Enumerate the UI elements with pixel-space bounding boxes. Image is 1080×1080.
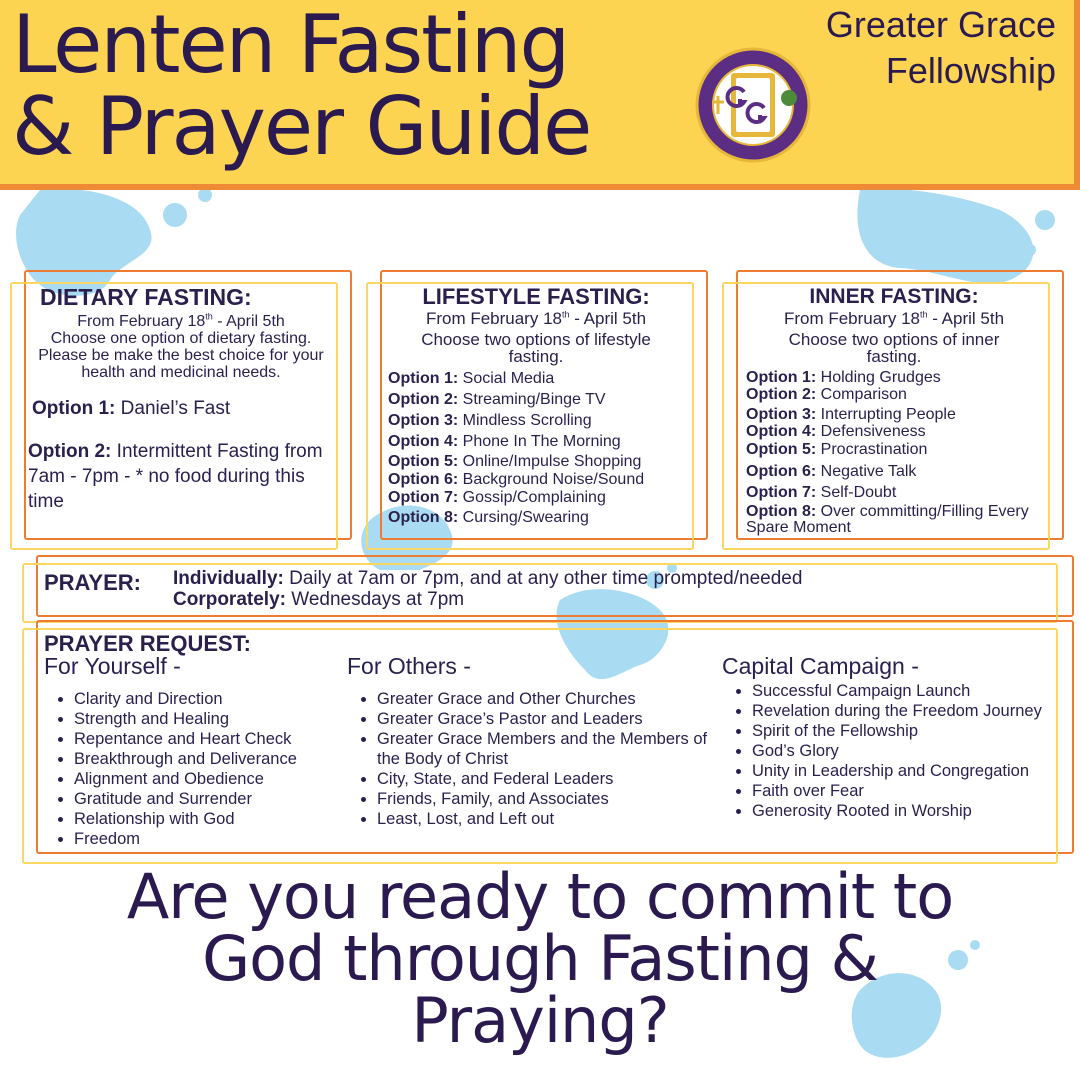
inner-option-6: Option 6: Negative Talk: [746, 463, 917, 480]
lifestyle-instructions: Choose two options of lifestyle fasting.: [421, 330, 651, 366]
list-item: • Greater Grace’s Pastor and Leaders: [377, 709, 722, 729]
lifestyle-heading: LIFESTYLE FASTING:: [422, 284, 650, 309]
page-title: [12, 0, 591, 173]
list-item: • Generosity Rooted in Worship: [752, 801, 1062, 821]
prayer-details: [173, 568, 802, 610]
list-item: • Freedom: [74, 829, 344, 849]
title-line-2: & Prayer Guide: [12, 80, 591, 173]
list-item: • Successful Campaign Launch: [752, 681, 1062, 701]
title-line-1: Lenten Fasting: [12, 0, 569, 91]
list-item: • Friends, Family, and Associates: [377, 789, 722, 809]
request-list-capital-campaign: [722, 681, 1062, 821]
list-item: • Faith over Fear: [752, 781, 1062, 801]
lifestyle-dates: From February 18th - April 5th: [425, 309, 647, 328]
prayer-request-section: [44, 631, 1064, 851]
inner-option-7: Option 7: Self-Doubt: [746, 484, 897, 501]
request-group-capital-campaign: [722, 653, 1062, 821]
lifestyle-option-5: Option 5: Online/Impulse Shopping: [388, 453, 642, 470]
dietary-option-2: Option 2: Intermittent Fasting from 7am - 7pm - * no food during this time: [28, 441, 323, 512]
list-item: • God’s Glory: [752, 741, 1062, 761]
church-logo: [694, 46, 812, 164]
church-name-line-2: Fellowship: [885, 50, 1056, 91]
list-item: • Spirit of the Fellowship: [752, 721, 1062, 741]
list-item: • Relationship with God: [74, 809, 344, 829]
request-list-others: [347, 689, 722, 829]
lifestyle-option-2: Option 2: Streaming/Binge TV: [388, 391, 606, 408]
call-to-action-question: [40, 860, 1040, 1057]
inner-option-1: Option 1: Holding Grudges: [746, 369, 941, 386]
prayer-corporately: Corporately: Wednesdays at 7pm: [173, 589, 465, 610]
lifestyle-option-3: Option 3: Mindless Scrolling: [388, 412, 592, 429]
inner-heading: INNER FASTING:: [809, 285, 979, 308]
request-group-others-title: For Others -: [347, 653, 471, 679]
cta-line-3: Praying?: [411, 984, 669, 1057]
header-banner: [0, 0, 1080, 190]
list-item: • Greater Grace Members and the Members of the Body of Christ: [377, 729, 722, 769]
dietary-fasting-section: [28, 286, 334, 514]
church-name: [826, 2, 1056, 94]
lifestyle-option-1: Option 1: Social Media: [388, 370, 555, 387]
inner-option-2: Option 2: Comparison: [746, 386, 907, 403]
lifestyle-options-list: [386, 369, 686, 528]
inner-option-4: Option 4: Defensiveness: [746, 423, 926, 440]
dietary-dates: From February 18th - April 5th: [77, 311, 285, 330]
request-group-capital-campaign-title: Capital Campaign -: [722, 653, 919, 679]
lifestyle-option-6: Option 6: Background Noise/Sound: [388, 471, 645, 488]
list-item: • Breakthrough and Deliverance: [74, 749, 344, 769]
list-item: • Revelation during the Freedom Journey: [752, 701, 1062, 721]
request-list-yourself: [44, 689, 344, 849]
inner-option-5: Option 5: Procrastination: [746, 441, 928, 458]
cta-line-1: Are you ready to commit to: [126, 860, 954, 933]
lifestyle-option-8: Option 8: Cursing/Swearing: [388, 509, 589, 526]
prayer-heading: PRAYER:: [44, 570, 141, 595]
list-item: • Gratitude and Surrender: [74, 789, 344, 809]
list-item: • Greater Grace and Other Churches: [377, 689, 722, 709]
list-item: • Least, Lost, and Left out: [377, 809, 722, 829]
dietary-option-1: Option 1: Daniel’s Fast: [32, 398, 231, 419]
inner-instructions: Choose two options of inner fasting.: [788, 330, 1000, 366]
dietary-heading: DIETARY FASTING:: [40, 284, 252, 310]
header-right-border: [1074, 0, 1080, 184]
lifestyle-fasting-section: [386, 286, 686, 528]
inner-dates: From February 18th - April 5th: [783, 309, 1005, 328]
dietary-instructions: Choose one option of dietary fasting. Please be make the best choice for your health and medicinal needs.: [38, 330, 324, 381]
inner-options-list: [744, 369, 1044, 536]
request-group-yourself-title: For Yourself -: [44, 653, 181, 679]
lifestyle-option-4: Option 4: Phone In The Morning: [388, 433, 621, 450]
list-item: • City, State, and Federal Leaders: [377, 769, 722, 789]
list-item: • Unity in Leadership and Congregation: [752, 761, 1062, 781]
cta-line-2: God through Fasting &: [202, 922, 878, 995]
list-item: • Strength and Healing: [74, 709, 344, 729]
prayer-individually: Individually: Daily at 7am or 7pm, and at any other time prompted/needed: [173, 568, 803, 589]
request-group-yourself: [44, 653, 344, 849]
list-item: • Alignment and Obedience: [74, 769, 344, 789]
inner-fasting-section: [744, 286, 1044, 536]
church-name-line-1: Greater Grace: [825, 4, 1056, 45]
prayer-request-heading: PRAYER REQUEST:: [44, 631, 252, 656]
request-group-others: [347, 653, 727, 829]
list-item: • Clarity and Direction: [74, 689, 344, 709]
inner-option-8: Option 8: Over committing/Filling Every Spare Moment: [746, 503, 1029, 536]
list-item: • Repentance and Heart Check: [74, 729, 344, 749]
lifestyle-option-7: Option 7: Gossip/Complaining: [388, 489, 606, 506]
inner-option-3: Option 3: Interrupting People: [746, 406, 956, 423]
